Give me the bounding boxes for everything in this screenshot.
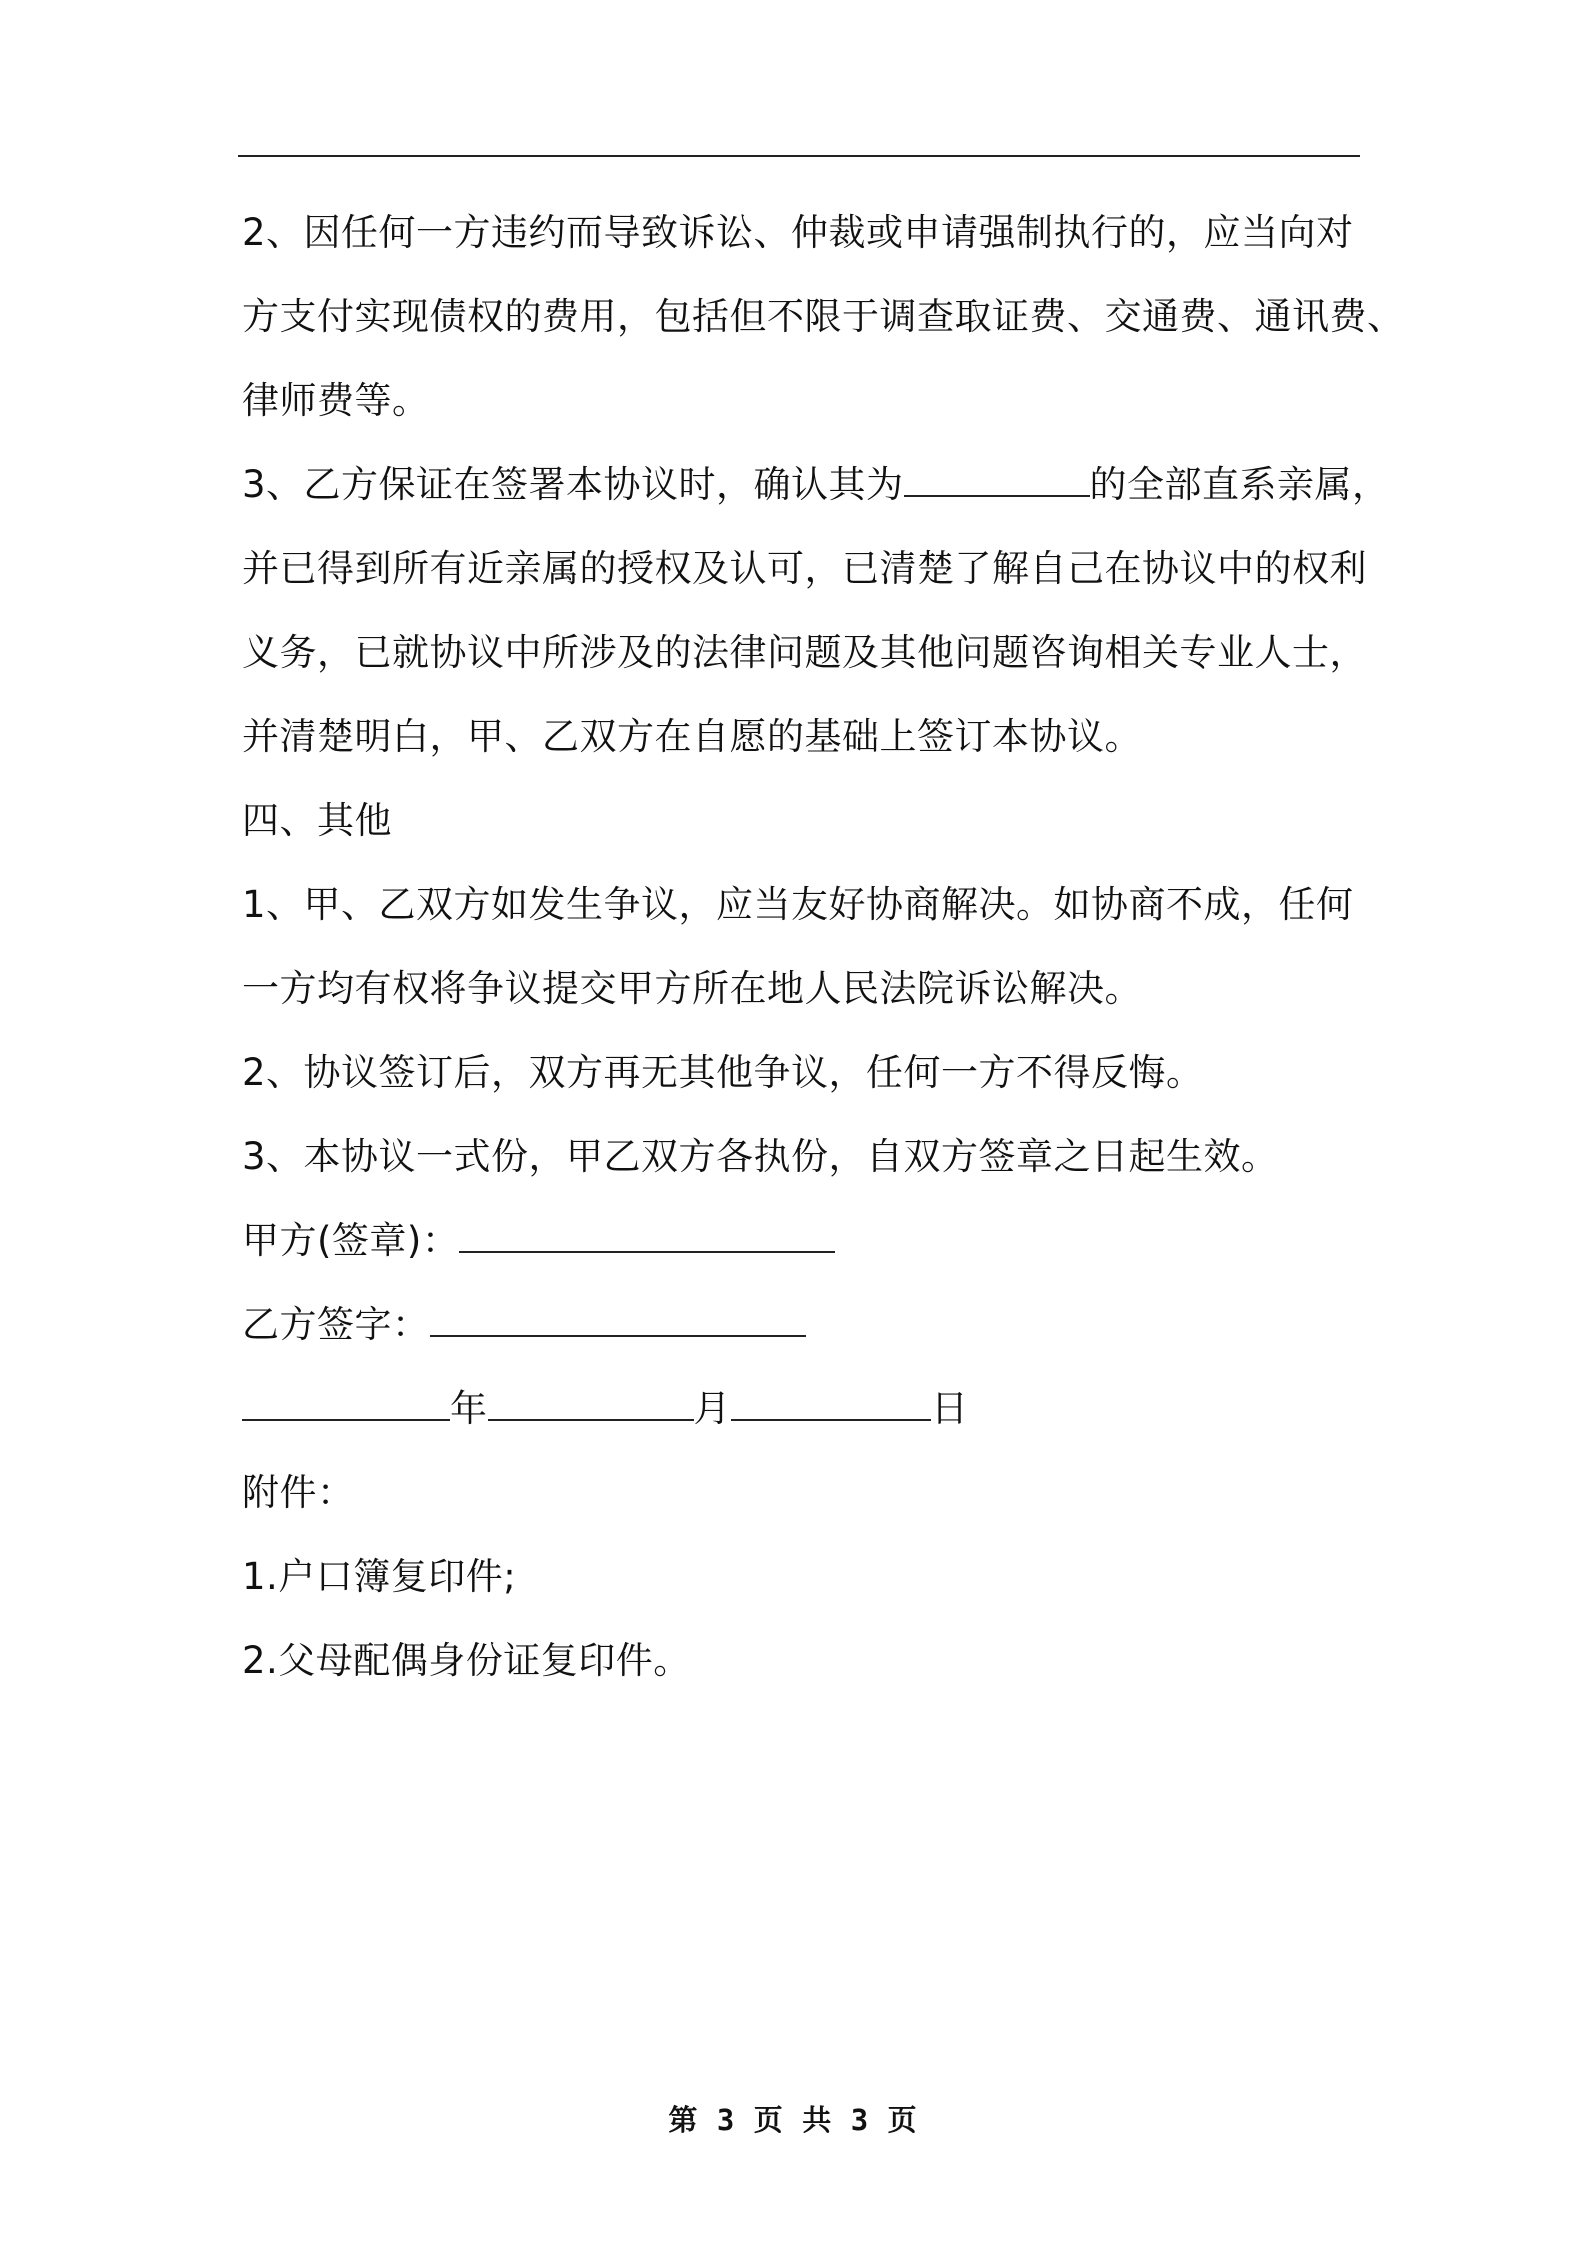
party-b-signature-line: [242, 1288, 1372, 1372]
party-a-signature-blank: [459, 1221, 835, 1253]
clause-2-line-3: 律师费等。: [242, 379, 430, 422]
clause-3-text-before: 3、乙方保证在签署本协议时，确认其为: [242, 463, 904, 506]
party-b-signature-blank: [430, 1305, 806, 1337]
clause-2-line-2: 方支付实现债权的费用，包括但不限于调查取证费、交通费、通讯费、: [242, 295, 1405, 338]
party-b-label: 乙方签字：: [242, 1303, 430, 1346]
month-blank: [488, 1389, 694, 1421]
document-body: [242, 196, 1405, 1708]
section-heading-other: 四、其他: [242, 799, 392, 842]
party-a-label: 甲方(签章)：: [242, 1219, 460, 1262]
other-clause-3: 3、本协议一式份，甲乙双方各执份，自双方签章之日起生效。: [242, 1135, 1279, 1178]
header-rule: [238, 155, 1360, 157]
page-number: 第 3 页 共 3 页: [668, 2103, 918, 2137]
clause-2-line-1: 2、因任何一方违约而导致诉讼、仲裁或申请强制执行的，应当向对: [242, 211, 1354, 254]
attachment-item: 2.父母配偶身份证复印件。: [242, 1639, 691, 1682]
party-a-signature-line: [242, 1204, 1372, 1288]
other-clause-2: 2、协议签订后，双方再无其他争议，任何一方不得反悔。: [242, 1051, 1204, 1094]
other-clause-1-line-1: 1、甲、乙双方如发生争议，应当友好协商解决。如协商不成，任何: [242, 883, 1354, 926]
day-blank: [731, 1389, 931, 1421]
clause-3-text-after: 的全部直系亲属，: [1089, 463, 1390, 506]
date-line: [242, 1372, 1372, 1456]
month-label: 月: [693, 1387, 731, 1430]
relative-name-blank: [904, 465, 1090, 497]
other-clause-1-line-2: 一方均有权将争议提交甲方所在地人民法院诉讼解决。: [242, 967, 1142, 1010]
attachments-title: 附件：: [242, 1471, 355, 1514]
year-label: 年: [450, 1387, 488, 1430]
day-label: 日: [931, 1387, 969, 1430]
clause-3-line-2: 并已得到所有近亲属的授权及认可，已清楚了解自己在协议中的权利: [242, 547, 1367, 590]
clause-3-line-1: [242, 448, 1390, 532]
clause-3-line-3: 义务，已就协议中所涉及的法律问题及其他问题咨询相关专业人士，: [242, 631, 1367, 674]
attachment-item: 1.户口簿复印件;: [242, 1555, 517, 1598]
year-blank: [242, 1389, 450, 1421]
clause-3-line-4: 并清楚明白，甲、乙双方在自愿的基础上签订本协议。: [242, 715, 1142, 758]
